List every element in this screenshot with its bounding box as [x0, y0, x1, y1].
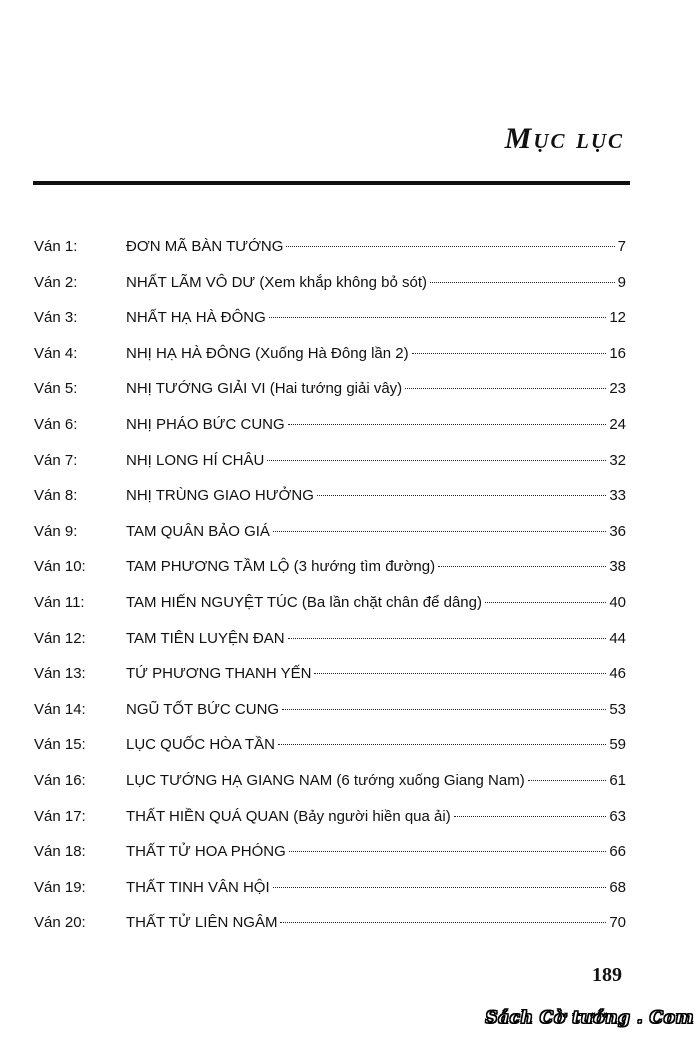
- toc-entry-page: 53: [609, 700, 626, 718]
- toc-entry: [30, 772, 626, 808]
- dot-leader: [286, 246, 614, 247]
- toc-entry-label: Ván 10:: [34, 558, 86, 576]
- toc-entry-label: Ván 13:: [34, 665, 86, 683]
- toc-entry-page: 9: [617, 273, 626, 291]
- dot-leader: [528, 780, 607, 781]
- toc-entry-label: Ván 5:: [34, 380, 78, 398]
- toc-entry-title: TAM PHƯƠNG TẦM LỘ (3 hướng tìm đường): [126, 558, 436, 576]
- toc-entry-page: 33: [609, 487, 626, 505]
- toc-entry-label: Ván 12:: [34, 629, 86, 647]
- toc-entry-label: Ván 9:: [34, 522, 78, 540]
- toc-entry-page: 40: [609, 593, 626, 611]
- toc-entry-page: 38: [609, 558, 626, 576]
- toc-entry-title: TAM TIÊN LUYỆN ĐAN: [126, 629, 285, 647]
- toc-entry-page: 12: [609, 309, 626, 327]
- dot-leader: [269, 317, 607, 318]
- dot-leader: [289, 851, 607, 852]
- toc-entry: [30, 843, 626, 879]
- dot-leader: [288, 638, 607, 639]
- toc-entry-title: THẤT TỬ HOA PHÓNG: [126, 843, 286, 861]
- dot-leader: [273, 887, 607, 888]
- toc-entry: [30, 523, 626, 559]
- toc-entry-label: Ván 20:: [34, 914, 86, 932]
- toc-entry-label: Ván 1:: [34, 238, 78, 255]
- toc-entry-label: Ván 14:: [34, 700, 86, 718]
- dot-leader: [288, 424, 607, 425]
- dot-leader: [280, 922, 606, 923]
- dot-leader: [430, 282, 615, 283]
- dot-leader: [278, 744, 606, 745]
- toc-entry: [30, 416, 626, 452]
- toc-entry-title: LỤC QUỐC HÒA TẦN: [126, 736, 275, 754]
- toc-entry-label: Ván 19:: [34, 878, 86, 896]
- dot-leader: [317, 495, 606, 496]
- toc-entry-label: Ván 15:: [34, 736, 86, 754]
- toc-entry-page: 68: [609, 878, 626, 896]
- dot-leader: [314, 673, 606, 674]
- toc-entry-label: Ván 3:: [34, 309, 78, 327]
- dot-leader: [405, 388, 606, 389]
- table-of-contents: [30, 238, 626, 950]
- dot-leader: [454, 816, 607, 817]
- dot-leader: [412, 353, 607, 354]
- watermark-logo: Sách Cờ tướng . Com: [485, 1008, 694, 1028]
- toc-entry-title: THẤT TINH VÂN HỘI: [126, 878, 270, 896]
- toc-entry-title: NHẤT HẠ HÀ ĐÔNG: [126, 309, 266, 327]
- toc-entry: [30, 879, 626, 915]
- toc-entry-title: NHẤT LÃM VÔ DƯ (Xem khắp không bỏ sót): [126, 273, 427, 291]
- toc-entry-page: 16: [609, 344, 626, 362]
- toc-entry-label: Ván 4:: [34, 344, 78, 362]
- toc-entry-title: NHỊ TƯỚNG GIẢI VI (Hai tướng giải vây): [126, 380, 403, 398]
- toc-entry-title: TAM HIẾN NGUYỆT TÚC (Ba lần chặt chân để dâng): [126, 593, 482, 611]
- toc-entry-page: 63: [609, 807, 626, 825]
- toc-entry-title: TAM QUÂN BẢO GIÁ: [126, 522, 270, 540]
- toc-entry-page: 44: [609, 629, 626, 647]
- toc-entry-page: 36: [609, 522, 626, 540]
- toc-entry: [30, 309, 626, 345]
- toc-entry-title: NHỊ PHÁO BỨC CUNG: [126, 415, 285, 433]
- toc-entry: [30, 345, 626, 381]
- toc-entry: [30, 558, 626, 594]
- toc-entry: [30, 487, 626, 523]
- dot-leader: [485, 602, 606, 603]
- toc-entry-title: ĐƠN MÃ BÀN TƯỚNG: [126, 238, 284, 255]
- title-divider: [33, 181, 630, 185]
- toc-entry: [30, 274, 626, 310]
- toc-entry: [30, 665, 626, 701]
- toc-entry-label: Ván 18:: [34, 843, 86, 861]
- toc-entry-page: 61: [609, 771, 626, 789]
- toc-entry-title: NGŨ TỐT BỨC CUNG: [126, 700, 280, 718]
- toc-entry: [30, 808, 626, 844]
- toc-entry-title: THẤT TỬ LIÊN NGÂM: [126, 914, 278, 932]
- toc-entry-page: 70: [609, 914, 626, 932]
- dot-leader: [273, 531, 606, 532]
- toc-entry-label: Ván 8:: [34, 487, 78, 505]
- toc-entry-page: 66: [609, 843, 626, 861]
- toc-entry-page: 7: [617, 238, 626, 255]
- toc-entry-label: Ván 7:: [34, 451, 78, 469]
- page-number: 189: [592, 964, 622, 986]
- toc-entry: [30, 701, 626, 737]
- toc-entry-title: LỤC TƯỚNG HẠ GIANG NAM (6 tướng xuống Giang Nam): [126, 771, 525, 789]
- dot-leader: [438, 566, 606, 567]
- toc-entry-title: NHỊ LONG HÍ CHÂU: [126, 451, 265, 469]
- page-title: Mục lục: [504, 122, 624, 155]
- toc-entry-page: 23: [609, 380, 626, 398]
- toc-entry: [30, 380, 626, 416]
- toc-entry: [30, 630, 626, 666]
- toc-entry-label: Ván 17:: [34, 807, 86, 825]
- toc-entry: [30, 238, 626, 274]
- toc-entry-page: 59: [609, 736, 626, 754]
- toc-entry-label: Ván 2:: [34, 273, 78, 291]
- toc-entry-page: 24: [609, 415, 626, 433]
- toc-entry-page: 46: [609, 665, 626, 683]
- toc-entry: [30, 914, 626, 950]
- toc-entry-title: NHỊ TRÙNG GIAO HƯỞNG: [126, 487, 314, 505]
- toc-entry: [30, 594, 626, 630]
- dot-leader: [267, 460, 606, 461]
- toc-entry-title: THẤT HIỀN QUÁ QUAN (Bảy người hiền qua ải): [126, 807, 451, 825]
- toc-entry: [30, 452, 626, 488]
- toc-entry-label: Ván 11:: [34, 593, 85, 611]
- toc-entry: [30, 736, 626, 772]
- toc-entry-title: NHỊ HẠ HÀ ĐÔNG (Xuống Hà Đông lần 2): [126, 344, 409, 362]
- toc-entry-label: Ván 16:: [34, 771, 86, 789]
- toc-entry-page: 32: [609, 451, 626, 469]
- toc-entry-title: TỨ PHƯƠNG THANH YẾN: [126, 665, 312, 683]
- dot-leader: [282, 709, 606, 710]
- toc-entry-label: Ván 6:: [34, 415, 78, 433]
